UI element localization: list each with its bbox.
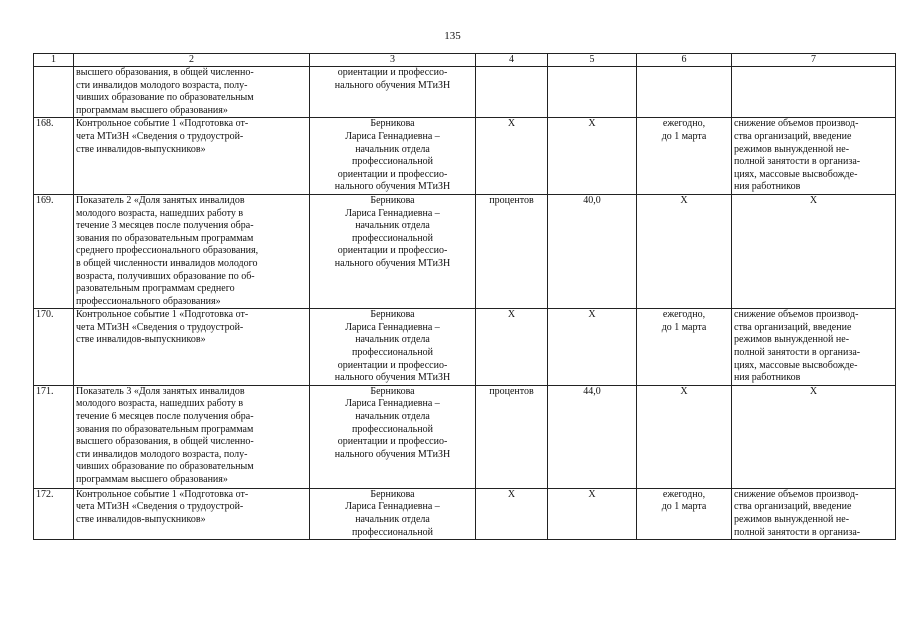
row-period: ежегодно, до 1 марта bbox=[637, 118, 732, 195]
row-number: 169. bbox=[34, 194, 74, 308]
row-risk bbox=[732, 67, 896, 118]
row-unit: Х bbox=[476, 488, 548, 539]
row-value: Х bbox=[548, 488, 637, 539]
row-unit: процентов bbox=[476, 385, 548, 488]
table-row bbox=[34, 309, 896, 386]
page-number: 135 bbox=[444, 30, 461, 42]
row-name: Контрольное событие 1 «Подготовка от- чета МТиЗН «Сведения о трудоустрой- стве инвалидов-выпускников» bbox=[74, 309, 310, 386]
col-header-4: 4 bbox=[476, 54, 548, 67]
row-unit: Х bbox=[476, 309, 548, 386]
row-number bbox=[34, 67, 74, 118]
row-risk: снижение объемов производ- ства организаций, введение режимов вынужденной не- полной занятости в организа- циях, массовые высвобожде- ния работников bbox=[732, 309, 896, 386]
col-header-2: 2 bbox=[74, 54, 310, 67]
row-number: 171. bbox=[34, 385, 74, 488]
row-responsible: Берникова Лариса Геннадиевна – начальник отдела профессиональной ориентации и профессио- нального обучения МТиЗН bbox=[310, 118, 476, 195]
row-name: Контрольное событие 1 «Подготовка от- чета МТиЗН «Сведения о трудоустрой- стве инвалидов-выпускников» bbox=[74, 488, 310, 539]
row-responsible: Берникова Лариса Геннадиевна – начальник отдела профессиональной ориентации и профессио- нального обучения МТиЗН bbox=[310, 385, 476, 488]
row-value: 40,0 bbox=[548, 194, 637, 308]
row-responsible: Берникова Лариса Геннадиевна – начальник отдела профессиональной bbox=[310, 488, 476, 539]
col-header-5: 5 bbox=[548, 54, 637, 67]
row-value: Х bbox=[548, 118, 637, 195]
row-risk: снижение объемов производ- ства организаций, введение режимов вынужденной не- полной занятости в организа- циях, массовые высвобожде- ния работников bbox=[732, 118, 896, 195]
row-responsible: ориентации и профессио- нального обучения МТиЗН bbox=[310, 67, 476, 118]
col-header-3: 3 bbox=[310, 54, 476, 67]
table-row bbox=[34, 118, 896, 195]
plan-table bbox=[33, 53, 896, 540]
row-number: 170. bbox=[34, 309, 74, 386]
col-header-7: 7 bbox=[732, 54, 896, 67]
row-period: Х bbox=[637, 194, 732, 308]
row-number: 168. bbox=[34, 118, 74, 195]
row-unit: процентов bbox=[476, 194, 548, 308]
header-row bbox=[34, 54, 896, 67]
col-header-1: 1 bbox=[34, 54, 74, 67]
row-responsible: Берникова Лариса Геннадиевна – начальник отдела профессиональной ориентации и профессио- нального обучения МТиЗН bbox=[310, 194, 476, 308]
table-row bbox=[34, 385, 896, 488]
row-period: Х bbox=[637, 385, 732, 488]
row-name: высшего образования, в общей численно- сти инвалидов молодого возраста, полу- чивших образование по образовательным программам высшего образования» bbox=[74, 67, 310, 118]
row-risk: снижение объемов производ- ства организаций, введение режимов вынужденной не- полной занятости в организа- bbox=[732, 488, 896, 539]
table-row bbox=[34, 194, 896, 308]
row-period bbox=[637, 67, 732, 118]
row-responsible: Берникова Лариса Геннадиевна – начальник отдела профессиональной ориентации и профессио- нального обучения МТиЗН bbox=[310, 309, 476, 386]
row-name: Показатель 2 «Доля занятых инвалидов молодого возраста, нашедших работу в течение 3 месяцев после получения обра- зования по образовательным программам среднего профессионального образования, в общей численности инвалидов молодого возраста, получивших образование по об- разовательным программам среднего профессионального образования» bbox=[74, 194, 310, 308]
table-row bbox=[34, 488, 896, 539]
row-unit: Х bbox=[476, 118, 548, 195]
table-row bbox=[34, 67, 896, 118]
row-value: Х bbox=[548, 309, 637, 386]
row-name: Контрольное событие 1 «Подготовка от- чета МТиЗН «Сведения о трудоустрой- стве инвалидов-выпускников» bbox=[74, 118, 310, 195]
row-period: ежегодно, до 1 марта bbox=[637, 488, 732, 539]
row-risk: Х bbox=[732, 385, 896, 488]
row-value bbox=[548, 67, 637, 118]
col-header-6: 6 bbox=[637, 54, 732, 67]
row-value: 44,0 bbox=[548, 385, 637, 488]
row-risk: Х bbox=[732, 194, 896, 308]
row-name: Показатель 3 «Доля занятых инвалидов молодого возраста, нашедших работу в течение 6 месяцев после получения обра- зования по образовательным программам высшего образования, в общей численно- сти инвалидов молодого возраста, полу- чивших образование по образовательным программам высшего образования» bbox=[74, 385, 310, 488]
row-unit bbox=[476, 67, 548, 118]
row-number: 172. bbox=[34, 488, 74, 539]
row-period: ежегодно, до 1 марта bbox=[637, 309, 732, 386]
